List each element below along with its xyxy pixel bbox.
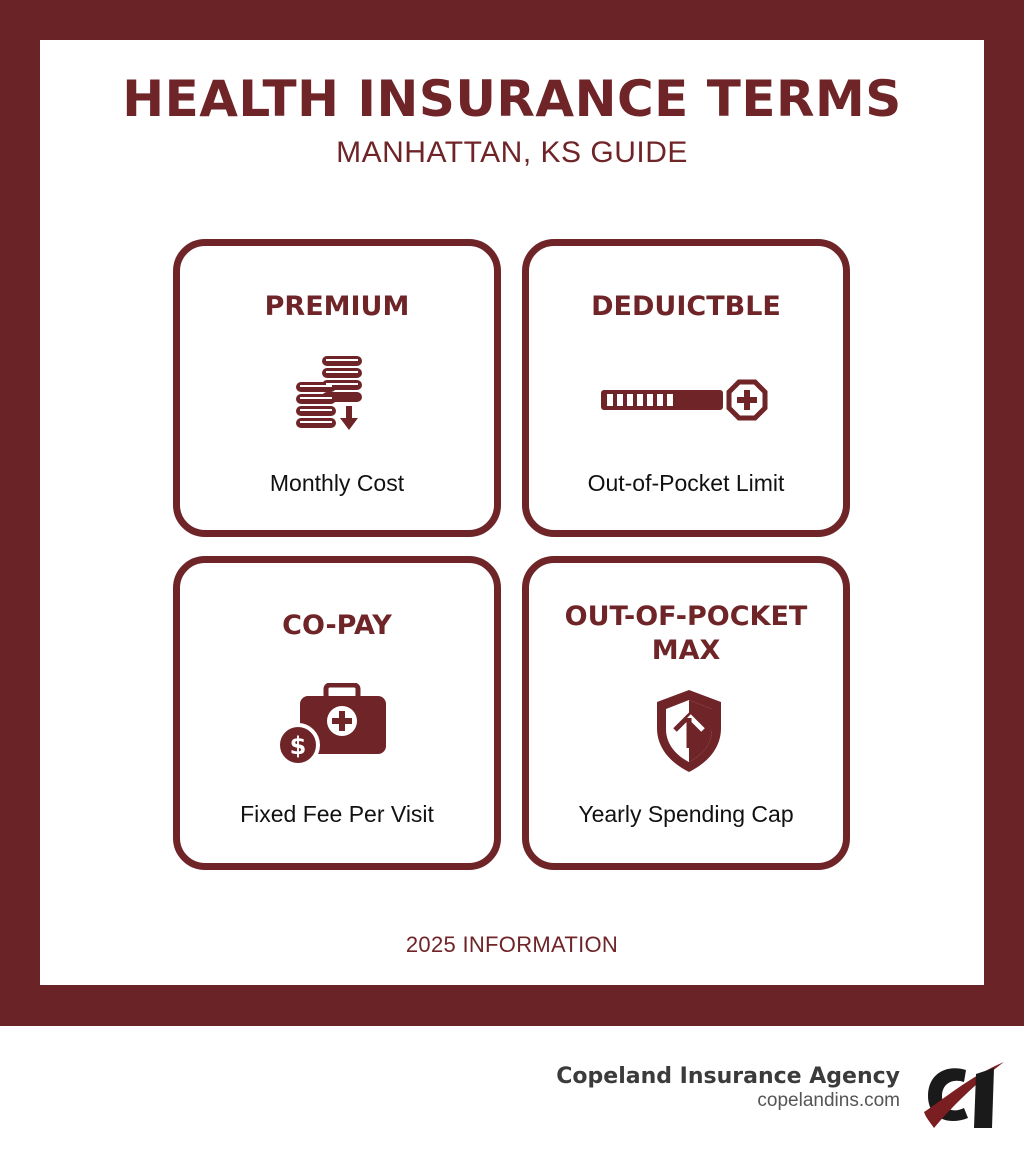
brand-name: Copeland Insurance Agency bbox=[556, 1064, 900, 1089]
year-note: 2025 INFORMATION bbox=[405, 932, 619, 957]
shield-icon bbox=[651, 686, 727, 774]
progress-meter-icon bbox=[599, 378, 775, 422]
svg-text:$: $ bbox=[289, 732, 307, 760]
card-premium bbox=[173, 239, 501, 537]
card-description: Yearly Spending Cap bbox=[578, 801, 794, 827]
card-title-line2: MAX bbox=[651, 635, 721, 666]
card-deductible bbox=[522, 239, 850, 537]
brand-url[interactable]: copelandins.com bbox=[757, 1090, 900, 1111]
card-title: DEDUICTBLE bbox=[591, 291, 781, 322]
company-logo-icon bbox=[918, 1056, 1008, 1132]
content-panel bbox=[40, 40, 984, 985]
card-description: Out-of-Pocket Limit bbox=[587, 470, 785, 496]
page-title: HEALTH INSURANCE TERMS bbox=[122, 70, 902, 128]
card-title: OUT-OF-POCKET bbox=[564, 601, 808, 632]
page-subtitle: MANHATTAN, KS GUIDE bbox=[336, 136, 688, 169]
card-description: Monthly Cost bbox=[269, 470, 405, 496]
medical-bag-dollar-icon bbox=[278, 683, 394, 769]
card-copay bbox=[173, 556, 501, 870]
card-description: Fixed Fee Per Visit bbox=[240, 801, 434, 827]
card-title: PREMIUM bbox=[264, 291, 410, 322]
card-out-of-pocket-max bbox=[522, 556, 850, 870]
coins-stack-icon bbox=[290, 348, 370, 438]
card-title: CO-PAY bbox=[282, 610, 392, 641]
